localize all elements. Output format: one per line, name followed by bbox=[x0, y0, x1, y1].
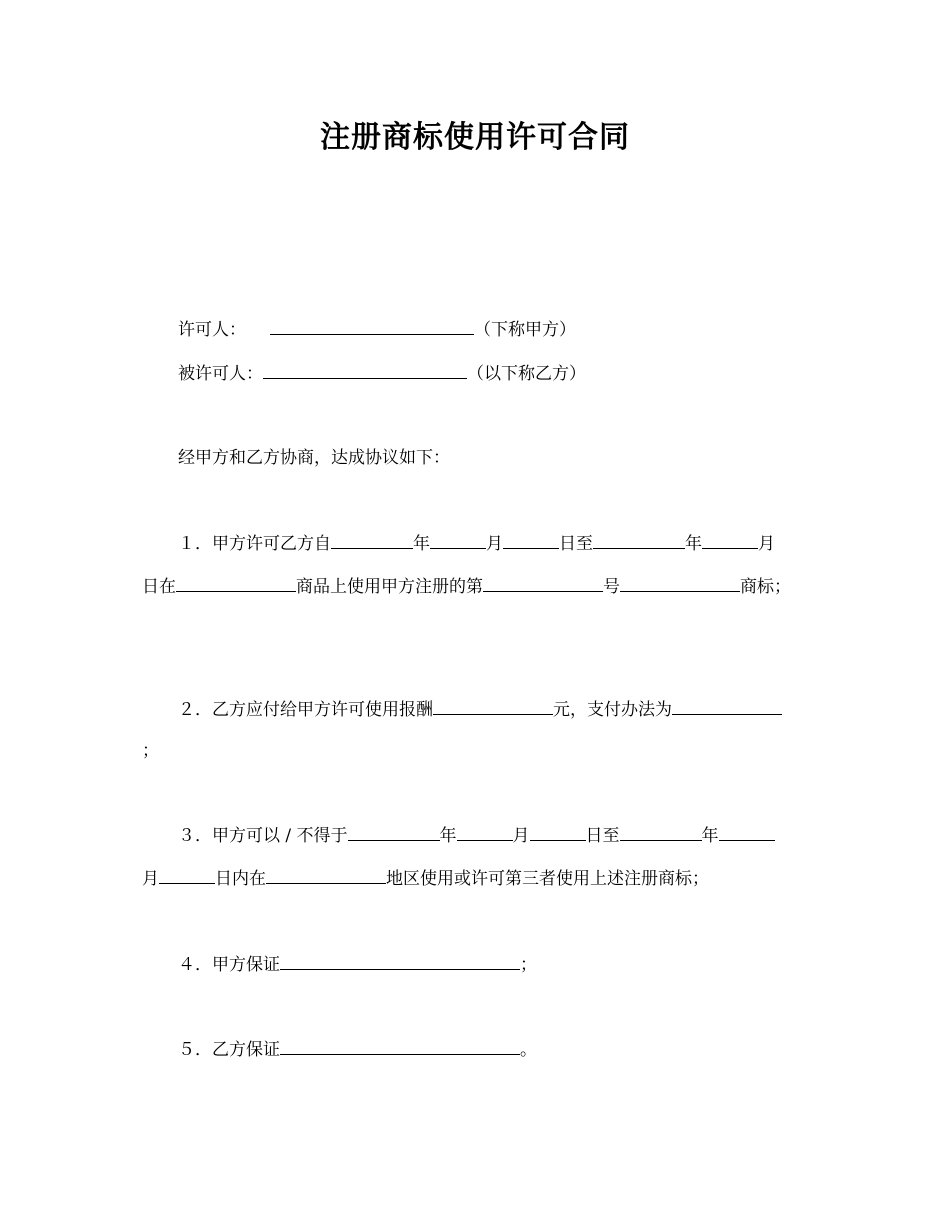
licensee-blank[interactable] bbox=[263, 362, 467, 379]
clause1-year1-blank[interactable] bbox=[331, 532, 413, 549]
clause1-day1-blank[interactable] bbox=[503, 532, 559, 549]
clause5-prefix: ５．乙方保证 bbox=[178, 1040, 280, 1060]
clause2-payment-blank[interactable] bbox=[672, 698, 782, 715]
clause5-end: 。 bbox=[520, 1040, 537, 1060]
clause1-year2-blank[interactable] bbox=[593, 532, 685, 549]
clause1-month1-label: 月 bbox=[486, 534, 503, 554]
document-title: 注册商标使用许可合同 bbox=[320, 120, 630, 155]
clause1-goods-label: 商品上使用甲方注册的第 bbox=[296, 577, 483, 597]
clause3-dayto-label: 日至 bbox=[585, 826, 620, 846]
clause2-fee-blank[interactable] bbox=[433, 698, 553, 715]
clause5-blank[interactable] bbox=[280, 1038, 520, 1055]
clause2-prefix: ２．乙方应付给甲方许可使用报酬 bbox=[178, 700, 433, 720]
clause1-goods-blank[interactable] bbox=[176, 575, 296, 592]
clause1-number-label: 号 bbox=[603, 577, 620, 597]
clause4-line bbox=[178, 953, 537, 976]
clause4-end: ； bbox=[520, 955, 537, 975]
licensee-line bbox=[178, 362, 586, 385]
clause1-year1-label: 年 bbox=[413, 534, 430, 554]
clause3-year1-blank[interactable] bbox=[348, 824, 440, 841]
clause4-prefix: ４．甲方保证 bbox=[178, 955, 280, 975]
clause1-trademark-label: 商标； bbox=[740, 577, 791, 597]
intro-text: 经甲方和乙方协商，达成协议如下： bbox=[178, 448, 450, 468]
clause1-month2-label: 月 bbox=[758, 534, 775, 554]
clause2-yuan-label: 元，支付办法为 bbox=[553, 700, 672, 720]
clause3-line1 bbox=[178, 824, 775, 847]
clause1-month2-blank[interactable] bbox=[702, 532, 758, 549]
clause1-dayto-label: 日至 bbox=[559, 534, 593, 554]
clause3-region-label: 地区使用或许可第三者使用上述注册商标； bbox=[386, 869, 709, 889]
clause1-dayin-label: 日在 bbox=[142, 577, 176, 597]
licensor-label: 许可人： bbox=[178, 320, 246, 340]
clause1-year2-label: 年 bbox=[685, 534, 702, 554]
licensor-suffix: （下称甲方） bbox=[474, 320, 576, 340]
clause3-month2-blank[interactable] bbox=[719, 824, 775, 841]
clause1-month1-blank[interactable] bbox=[430, 532, 486, 549]
clause2-line1 bbox=[178, 698, 782, 721]
clause4-blank[interactable] bbox=[280, 953, 520, 970]
clause3-day1-blank[interactable] bbox=[530, 824, 586, 841]
clause2-end: ； bbox=[142, 741, 159, 761]
clause1-number-blank[interactable] bbox=[483, 575, 603, 592]
clause3-dayin-label: 日内在 bbox=[215, 869, 266, 889]
licensor-blank[interactable] bbox=[270, 318, 474, 335]
clause3-line2 bbox=[142, 867, 709, 890]
clause3-prefix: ３．甲方可以 / 不得于 bbox=[178, 826, 348, 846]
clause1-line2 bbox=[142, 575, 791, 598]
clause3-month2-label: 月 bbox=[142, 869, 159, 889]
clause3-region-blank[interactable] bbox=[266, 867, 386, 884]
licensee-label: 被许可人： bbox=[178, 364, 263, 384]
licensee-suffix: （以下称乙方） bbox=[467, 364, 586, 384]
clause1-trademark-blank[interactable] bbox=[620, 575, 740, 592]
clause1-prefix: １．甲方许可乙方自 bbox=[178, 534, 331, 554]
clause5-line bbox=[178, 1038, 537, 1061]
clause3-year1-label: 年 bbox=[439, 826, 457, 846]
clause1-line1 bbox=[178, 532, 775, 555]
clause3-year2-label: 年 bbox=[701, 826, 719, 846]
clause3-year2-blank[interactable] bbox=[620, 824, 702, 841]
clause3-month1-blank[interactable] bbox=[457, 824, 513, 841]
clause3-month1-label: 月 bbox=[512, 826, 530, 846]
licensor-line bbox=[178, 318, 576, 341]
clause3-day2-blank[interactable] bbox=[159, 867, 215, 884]
